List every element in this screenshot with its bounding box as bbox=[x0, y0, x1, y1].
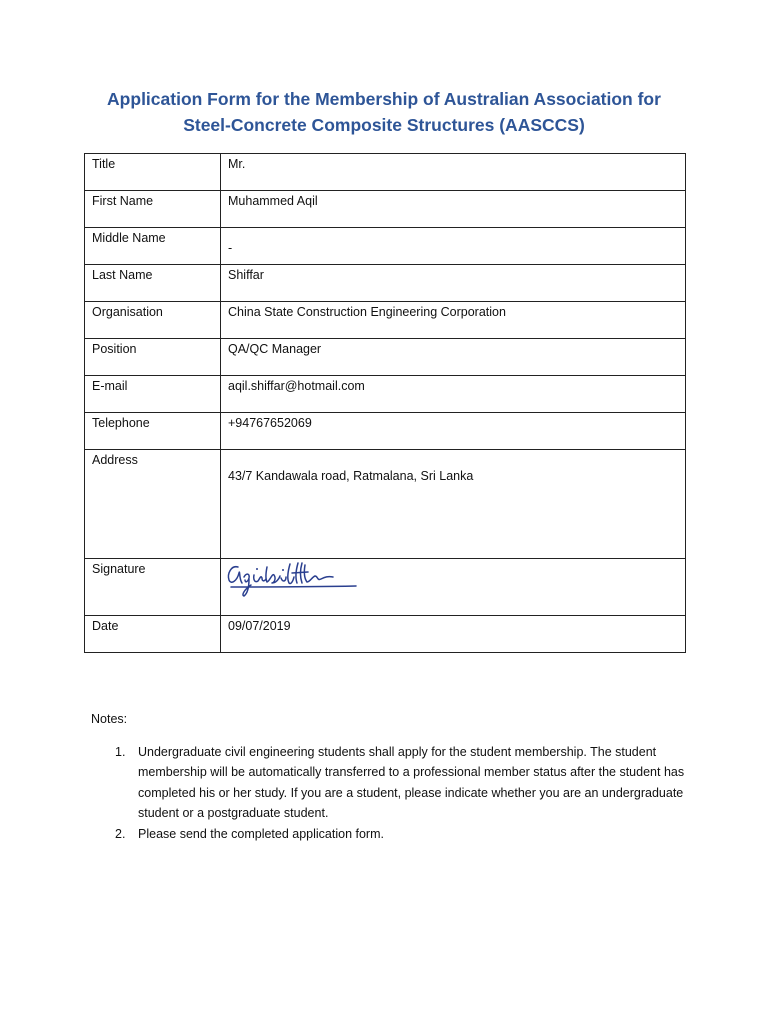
signature-strokes bbox=[228, 563, 356, 596]
organisation-value: China State Construction Engineering Corporation bbox=[221, 302, 686, 339]
handwritten-signature bbox=[224, 559, 362, 599]
note-number: 2. bbox=[115, 826, 126, 841]
form-row-title bbox=[85, 154, 686, 191]
signature-label: Signature bbox=[85, 559, 221, 616]
address-value: 43/7 Kandawala road, Ratmalana, Sri Lanka bbox=[228, 469, 474, 483]
organisation-label: Organisation bbox=[85, 302, 221, 339]
telephone-value: +94767652069 bbox=[221, 413, 686, 450]
membership-form-table bbox=[84, 153, 686, 653]
middle-name-cell bbox=[221, 228, 686, 265]
last-name-value: Shiffar bbox=[221, 265, 686, 302]
form-row-email bbox=[85, 376, 686, 413]
form-row-middle-name bbox=[85, 228, 686, 265]
note-item bbox=[91, 742, 688, 824]
date-label: Date bbox=[85, 616, 221, 653]
form-row-telephone bbox=[85, 413, 686, 450]
notes-heading: Notes: bbox=[91, 712, 128, 726]
notes-section bbox=[91, 709, 691, 844]
form-row-first-name bbox=[85, 191, 686, 228]
note-item bbox=[91, 824, 688, 845]
note-text: Please send the completed application form. bbox=[138, 826, 384, 841]
title-label: Title bbox=[85, 154, 221, 191]
position-label: Position bbox=[85, 339, 221, 376]
title-value: Mr. bbox=[221, 154, 686, 191]
first-name-value: Muhammed Aqil bbox=[221, 191, 686, 228]
first-name-label: First Name bbox=[85, 191, 221, 228]
note-text: Undergraduate civil engineering students shall apply for the student membership. The student membership will be automatically transferred to a professional member status after the student has completed his or her study. If you are a student, please indicate whether you are an undergraduate student or a postgraduate student. bbox=[138, 744, 685, 820]
note-number: 1. bbox=[115, 744, 126, 759]
position-value: QA/QC Manager bbox=[221, 339, 686, 376]
page-title-line-1: Application Form for the Membership of Australian Association for bbox=[107, 89, 661, 109]
form-row-organisation bbox=[85, 302, 686, 339]
middle-name-value: - bbox=[228, 241, 233, 255]
last-name-label: Last Name bbox=[85, 265, 221, 302]
page-title bbox=[60, 86, 708, 138]
form-row-last-name bbox=[85, 265, 686, 302]
signature-dots bbox=[256, 568, 284, 571]
page-title-line-2: Steel-Concrete Composite Structures (AASCCS) bbox=[183, 115, 585, 135]
address-label: Address bbox=[85, 450, 221, 559]
address-cell bbox=[221, 450, 686, 559]
date-value: 09/07/2019 bbox=[221, 616, 686, 653]
form-row-position bbox=[85, 339, 686, 376]
form-row-address bbox=[85, 450, 686, 559]
signature-cell bbox=[221, 559, 686, 616]
telephone-label: Telephone bbox=[85, 413, 221, 450]
email-value: aqil.shiffar@hotmail.com bbox=[221, 376, 686, 413]
form-row-date bbox=[85, 616, 686, 653]
email-label: E-mail bbox=[85, 376, 221, 413]
notes-list bbox=[91, 742, 691, 845]
form-row-signature bbox=[85, 559, 686, 616]
middle-name-label: Middle Name bbox=[85, 228, 221, 265]
signature-image bbox=[224, 559, 362, 599]
